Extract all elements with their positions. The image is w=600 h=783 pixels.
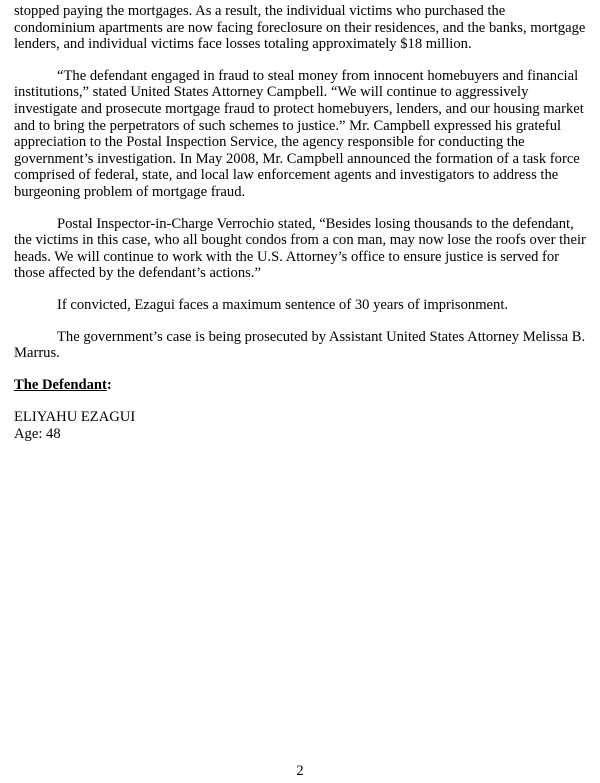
defendant-heading bbox=[14, 377, 586, 394]
paragraph-prosecutor: The government’s case is being prosecuted by Assistant United States Attorney Melissa B. Marrus. bbox=[14, 328, 586, 362]
document-page bbox=[14, 3, 586, 442]
page-number: 2 bbox=[296, 763, 304, 779]
paragraph-postal-inspector-statement: Postal Inspector-in-Charge Verrochio stated, “Besides losing thousands to the defendant, the victims in this case, who all bought condos from a con man, may now lose the roofs over their heads. We will continue to work with the U.S. Attorney’s office to ensure justice is served for those affected by the defendant’s actions.” bbox=[14, 215, 586, 282]
defendant-age: Age: 48 bbox=[14, 425, 61, 442]
defendant-heading-text: The Defendant bbox=[14, 376, 107, 393]
defendant-name: ELIYAHU EZAGUI bbox=[14, 409, 136, 426]
defendant-heading-colon: : bbox=[106, 376, 112, 393]
paragraph-maximum-sentence: If convicted, Ezagui faces a maximum sentence of 30 years of imprisonment. bbox=[57, 296, 509, 313]
paragraph-us-attorney-statement: “The defendant engaged in fraud to steal money from innocent homebuyers and financial institutions,” stated United States Attorney Campbell. “We will continue to aggressively investigate and prosecute mortgage fraud to protect homebuyers, lenders, and our housing market and to bring the perpetrators of such schemes to justice.” Mr. Campbell expressed his grateful appreciation to the Postal Inspection Service, the agency responsible for conducting the government’s investigation. In May 2008, Mr. Campbell announced the formation of a task force comprised of federal, state, and local law enforcement agents and investigators to address the burgeoning problem of mortgage fraud. bbox=[14, 67, 584, 200]
paragraph-continuation: stopped paying the mortgages. As a result, the individual victims who purchased the condominium apartments are now facing foreclosure on their residences, and the banks, mortgage lenders, and individual victims face losses totaling approximately $18 million. bbox=[14, 3, 586, 53]
